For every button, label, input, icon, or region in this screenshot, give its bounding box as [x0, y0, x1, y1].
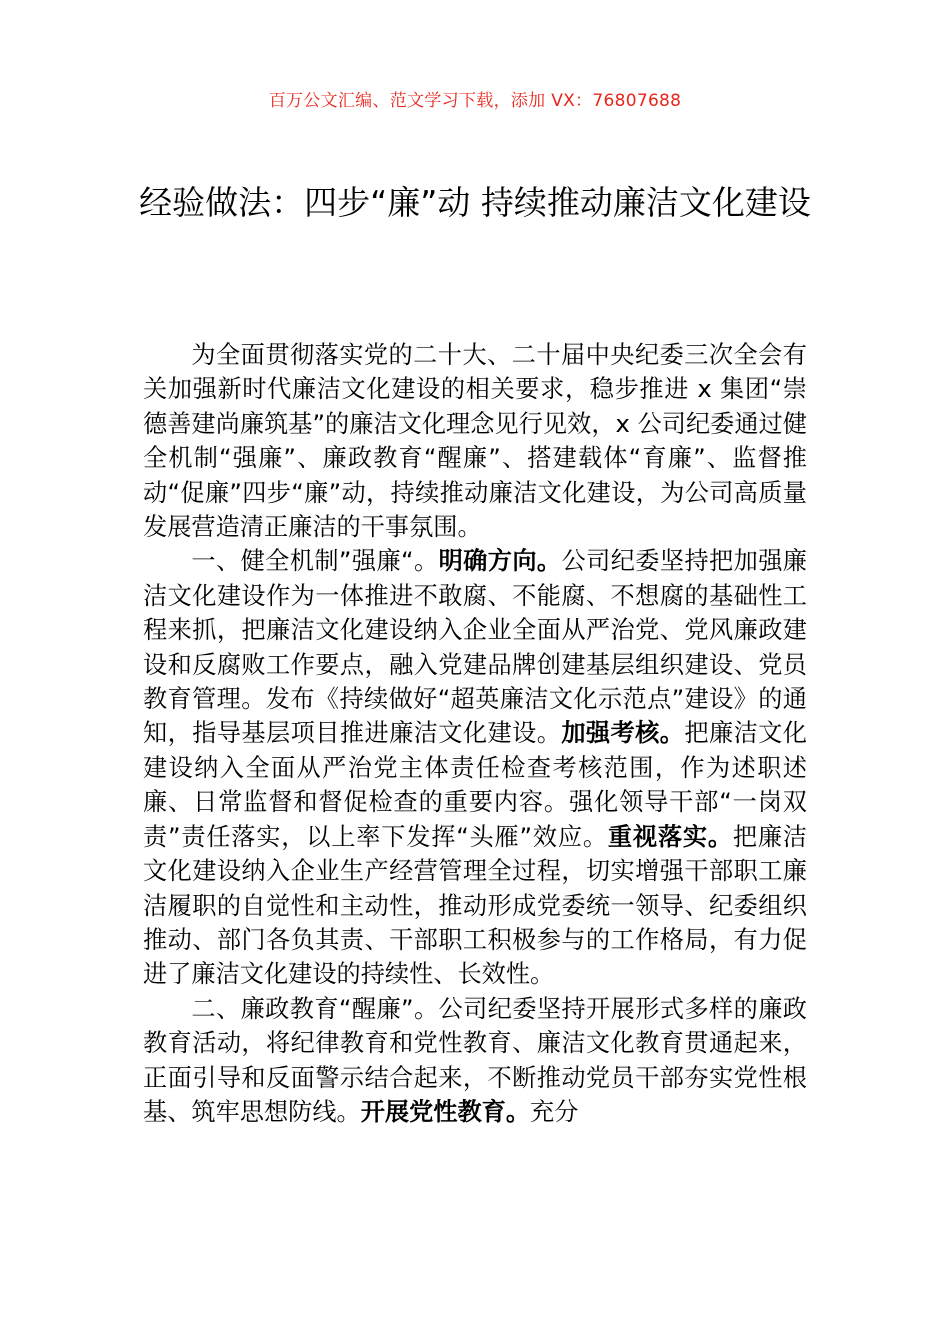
- paragraph-section-1: [143, 544, 807, 991]
- text-segment: 充分: [530, 1097, 579, 1126]
- section-heading: 二、廉政教育“醒廉”。公司纪委坚持开展形式多样的廉政教育活动，将纪律教育和党性教育、廉洁文化教育贯通起来，正面引导和反面警示结合起来，不断推动党员干部夯实党性根基、筑牢思想防线。: [143, 994, 807, 1126]
- bold-subheading: 加强考核。: [561, 719, 685, 748]
- bold-subheading: 明确方向。: [438, 547, 562, 576]
- text-segment: 为全面贯彻落实党的二十大、二十届中央纪委三次全会有关加强新时代廉洁文化建设的相关要求，稳步推进 x 集团“崇德善建尚廉筑基”的廉洁文化理念见行见效，x 公司纪委通过健全机制“强廉”、廉政教育“醒廉”、搭建载体“育廉”、监督推动“促廉”四步“廉”动，持续推动廉洁文化建设，为公司高质量发展营造清正廉洁的干事氛围。: [143, 341, 807, 542]
- text-segment: 把廉洁文化建设纳入企业生产经营管理全过程，切实增强干部职工廉洁履职的自觉性和主动性，推动形成党委统一领导、纪委组织推动、部门各负其责、干部职工积极参与的工作格局，有力促进了廉洁文化建设的持续性、长效性。: [143, 822, 807, 989]
- text-segment: 把廉洁文化建设纳入全面从严治党主体责任检查考核范围，作为述职述廉、日常监督和督促检查的重要内容。强化领导干部“一岗双责”责任落实，以上率下发挥“头雁”效应。: [143, 719, 807, 851]
- bold-subheading: 重视落实。: [607, 822, 733, 851]
- promo-header: 百万公文汇编、范文学习下载，添加 VX：76807688: [268, 91, 682, 111]
- document-body: [143, 338, 807, 1129]
- section-heading: 一、健全机制”强廉“。: [191, 547, 439, 576]
- bold-subheading: 开展党性教育。: [360, 1097, 531, 1126]
- text-segment: 公司纪委坚持把加强廉洁文化建设作为一体推进不敢腐、不能腐、不想腐的基础性工程来抓，把廉洁文化建设纳入企业全面从严治党、党风廉政建设和反腐败工作要点，融入党建品牌创建基层组织建设、党员教育管理。发布《持续做好“超英廉洁文化示范点”建设》的通知，指导基层项目推进廉洁文化建设。: [143, 547, 807, 748]
- paragraph-intro: [143, 338, 807, 544]
- paragraph-section-2: [143, 992, 807, 1130]
- document-title: 经验做法：四步“廉”动 持续推动廉洁文化建设: [139, 183, 811, 222]
